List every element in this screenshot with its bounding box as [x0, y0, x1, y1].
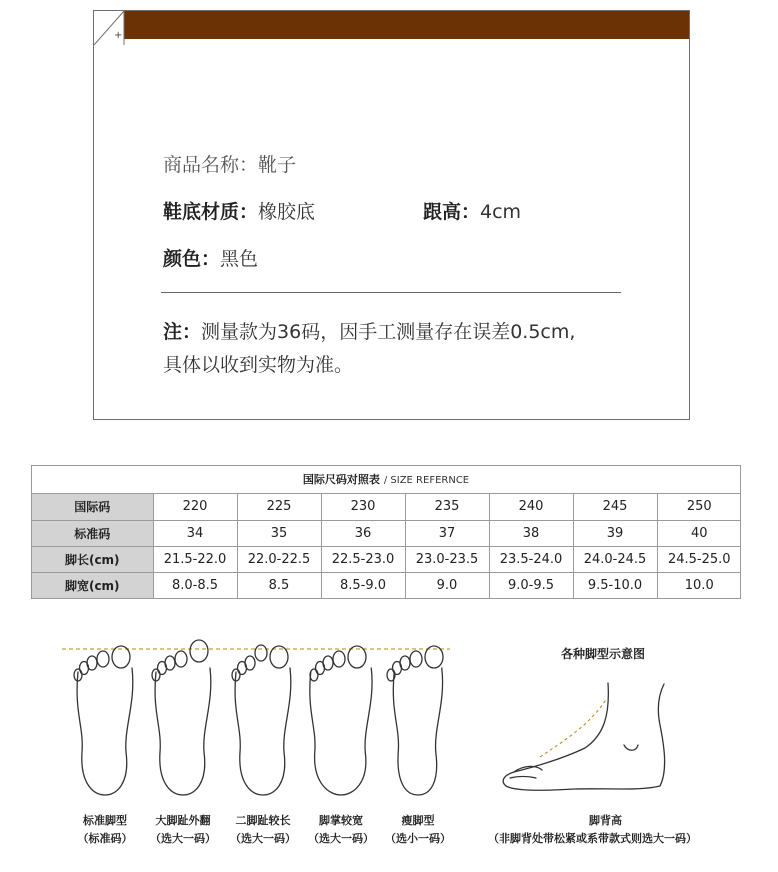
bunion-foot-icon — [152, 640, 211, 795]
size-cell: 8.5-9.0 — [321, 572, 405, 598]
size-cell: 23.0-23.5 — [405, 546, 489, 572]
size-cell: 225 — [237, 494, 321, 520]
size-cell: 24.5-25.0 — [657, 546, 741, 572]
size-table-title-zh: 国际尺码对照表 — [302, 473, 380, 486]
size-row-label: 脚宽(cm) — [32, 572, 153, 598]
product-name-value: 靴子 — [258, 154, 297, 176]
size-cell: 245 — [573, 494, 657, 520]
size-table-title-en: / SIZE REFERNCE — [383, 475, 470, 486]
note-label: 注： — [163, 321, 202, 343]
size-cell: 8.5 — [237, 572, 321, 598]
size-cell: 38 — [489, 520, 573, 546]
instep-guide-line — [540, 698, 607, 757]
size-row-label: 国际码 — [32, 494, 153, 520]
foot-type-label: 瘦脚型 — [401, 814, 435, 827]
size-cell: 23.5-24.0 — [489, 546, 573, 572]
note-text-2: 具体以收到实物为准。 — [163, 354, 354, 376]
size-cell: 40 — [657, 520, 741, 546]
size-cell: 21.5-22.0 — [153, 546, 237, 572]
foot-type-label: 二脚趾较长 — [235, 814, 291, 827]
product-name-label: 商品名称： — [163, 154, 259, 176]
size-cell: 22.0-22.5 — [237, 546, 321, 572]
size-cell: 22.5-23.0 — [321, 546, 405, 572]
foot-type-label: 标准脚型 — [83, 814, 127, 827]
sole-material-label: 鞋底材质： — [163, 201, 259, 223]
slim-foot-icon — [387, 646, 443, 795]
foot-type-advice: （选大一码） — [308, 832, 374, 845]
size-cell: 9.5-10.0 — [573, 572, 657, 598]
color-value: 黑色 — [220, 248, 259, 270]
size-cell: 9.0 — [405, 572, 489, 598]
foot-type-advice: （选大一码） — [230, 832, 296, 845]
size-cell: 34 — [153, 520, 237, 546]
color-label: 颜色： — [163, 248, 221, 270]
size-cell: 250 — [657, 494, 741, 520]
size-cell: 24.0-24.5 — [573, 546, 657, 572]
size-cell: 36 — [321, 520, 405, 546]
instep-height-note: （非脚背处带松紧或系带款式则选大一码） — [488, 832, 697, 845]
note-text-1: 测量款为36码，因手工测量存在误差0.5cm, — [201, 321, 576, 343]
wide-foot-icon — [310, 646, 372, 795]
size-cell: 39 — [573, 520, 657, 546]
foot-side-view-icon — [503, 683, 664, 790]
svg-text:+: + — [114, 30, 123, 41]
size-cell: 240 — [489, 494, 573, 520]
size-cell: 35 — [237, 520, 321, 546]
long-second-toe-foot-icon — [232, 645, 291, 795]
size-cell: 220 — [153, 494, 237, 520]
foot-types-title: 各种脚型示意图 — [561, 647, 646, 661]
foot-type-label: 大脚趾外翻 — [155, 814, 211, 827]
foot-type-advice: （选小一码） — [385, 832, 451, 845]
heel-height-value: 4cm — [480, 201, 522, 223]
instep-height-label: 脚背高 — [589, 814, 622, 827]
size-cell: 9.0-9.5 — [489, 572, 573, 598]
size-row-label: 标准码 — [32, 520, 153, 546]
sole-material-value: 橡胶底 — [258, 201, 316, 223]
foot-type-advice: （标准码） — [77, 832, 133, 845]
standard-foot-icon — [74, 646, 133, 795]
heel-height-label: 跟高： — [423, 201, 481, 223]
size-cell: 10.0 — [657, 572, 741, 598]
size-cell: 230 — [321, 494, 405, 520]
size-cell: 37 — [405, 520, 489, 546]
size-cell: 235 — [405, 494, 489, 520]
size-row-label: 脚长(cm) — [32, 546, 153, 572]
foot-type-advice: （选大一码） — [150, 832, 216, 845]
size-cell: 8.0-8.5 — [153, 572, 237, 598]
foot-type-label: 脚掌较宽 — [319, 814, 363, 827]
